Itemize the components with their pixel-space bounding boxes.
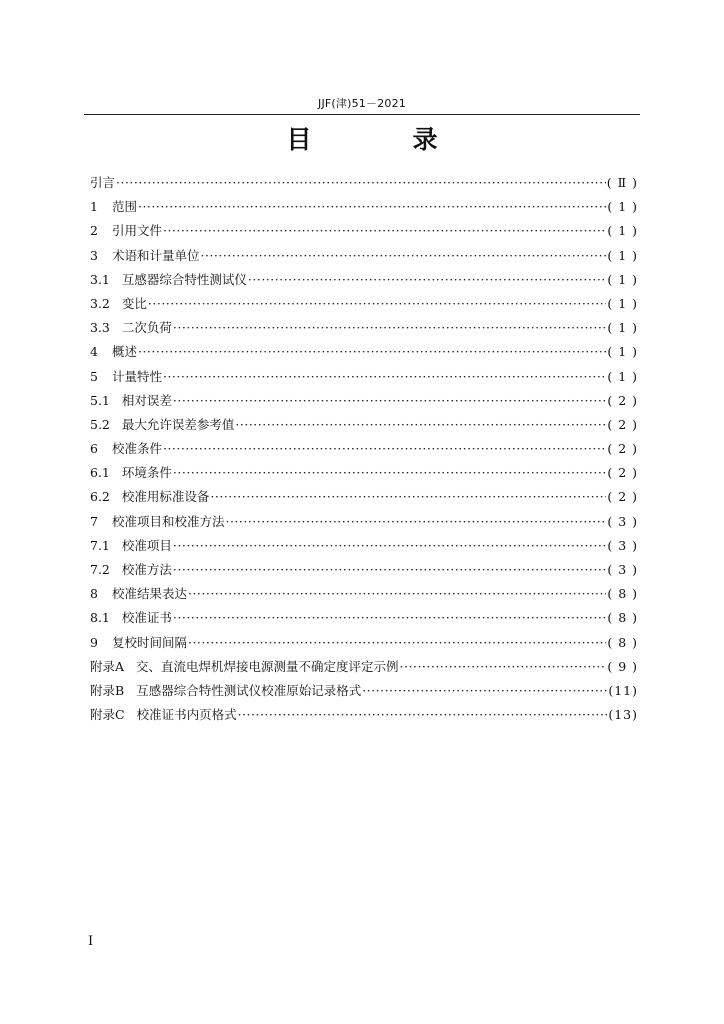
toc-entry-title: 互感器综合特性测试仪校准原始记录格式 xyxy=(136,682,362,698)
toc-entry-label xyxy=(90,510,224,534)
toc-entry[interactable] xyxy=(90,679,638,703)
toc-entry-label xyxy=(90,195,137,219)
toc-entry-page: ( 8 ) xyxy=(607,586,638,602)
toc-entry-title: 相对误差 xyxy=(121,392,172,408)
toc-entry[interactable] xyxy=(90,340,638,364)
toc-entry[interactable] xyxy=(90,558,638,582)
toc-entry-label xyxy=(90,606,172,630)
toc-entry-number: 6.2 xyxy=(90,489,110,505)
toc-entry-number: 5.1 xyxy=(90,392,110,408)
toc-entry-page: (13) xyxy=(608,707,638,723)
toc-entry-number: 附录A xyxy=(90,658,125,674)
toc-entry-number: 附录B xyxy=(90,682,125,698)
toc-entry-title: 变比 xyxy=(121,295,147,311)
toc-leader-dots xyxy=(248,268,606,292)
toc-entry-page: ( 1 ) xyxy=(607,223,638,239)
toc-entry[interactable] xyxy=(90,534,638,558)
toc-entry-number: 3.2 xyxy=(90,295,110,311)
toc-entry[interactable] xyxy=(90,292,638,316)
toc-entry-page: ( 2 ) xyxy=(607,392,638,408)
toc-leader-dots xyxy=(116,171,606,195)
toc-entry[interactable] xyxy=(90,244,638,268)
toc-leader-dots xyxy=(148,292,606,316)
toc-entry-number: 7 xyxy=(90,513,98,529)
toc-entry-label xyxy=(90,679,361,703)
toc-entry[interactable] xyxy=(90,485,638,509)
toc-entry[interactable] xyxy=(90,316,638,340)
toc-leader-dots xyxy=(173,558,606,582)
document-code: JJF(津)51－2021 xyxy=(318,97,406,110)
toc-entry[interactable] xyxy=(90,389,638,413)
toc-entry-label xyxy=(90,316,172,340)
toc-leader-dots xyxy=(173,316,606,340)
toc-entry-page: ( 8 ) xyxy=(607,610,638,626)
toc-leader-dots xyxy=(163,437,606,461)
toc-entry[interactable] xyxy=(90,268,638,292)
table-of-contents xyxy=(90,171,638,727)
toc-entry-title: 校准方法 xyxy=(121,562,172,577)
toc-entry[interactable] xyxy=(90,219,638,243)
toc-leader-dots xyxy=(200,244,606,268)
toc-leader-dots xyxy=(173,389,606,413)
toc-entry-label xyxy=(90,389,172,413)
toc-entry-title: 校准条件 xyxy=(111,441,162,457)
toc-entry-title: 二次负荷 xyxy=(121,320,172,336)
toc-entry-title: 校准结果表达 xyxy=(111,586,187,602)
toc-entry-label xyxy=(90,268,247,292)
toc-entry-label xyxy=(90,171,115,195)
toc-entry-number: 3.1 xyxy=(90,271,110,287)
toc-entry[interactable] xyxy=(90,437,638,461)
toc-entry-label xyxy=(90,437,162,461)
toc-entry-page: ( 1 ) xyxy=(607,295,638,311)
toc-entry-title: 引言 xyxy=(90,175,116,190)
toc-leader-dots xyxy=(138,340,606,364)
toc-leader-dots xyxy=(400,655,607,679)
toc-entry-label xyxy=(90,558,172,582)
toc-leader-dots xyxy=(188,582,606,606)
toc-entry-page: ( 9 ) xyxy=(607,658,638,674)
toc-entry-title: 交、直流电焊机焊接电源测量不确定度评定示例 xyxy=(136,658,399,674)
toc-entry[interactable] xyxy=(90,461,638,485)
toc-entry-title: 校准项目和校准方法 xyxy=(111,513,225,529)
toc-entry-title: 环境条件 xyxy=(121,465,172,481)
toc-entry-title: 概述 xyxy=(111,344,137,360)
toc-entry-title: 校准证书内页格式 xyxy=(136,707,237,723)
toc-entry-page: ( Ⅱ ) xyxy=(606,175,638,190)
toc-entry-page: ( 2 ) xyxy=(607,489,638,505)
toc-entry-number: 5 xyxy=(90,368,98,384)
toc-entry[interactable] xyxy=(90,195,638,219)
toc-entry-page: ( 3 ) xyxy=(607,537,638,553)
toc-entry-page: (11) xyxy=(608,682,638,698)
toc-entry-label xyxy=(90,292,147,316)
toc-entry-page: ( 3 ) xyxy=(607,513,638,529)
toc-entry-page: ( 3 ) xyxy=(607,562,638,577)
toc-entry-title: 校准项目 xyxy=(121,537,172,553)
toc-entry[interactable] xyxy=(90,413,638,437)
toc-leader-dots xyxy=(138,195,606,219)
toc-entry-number: 7.1 xyxy=(90,537,110,553)
toc-entry[interactable] xyxy=(90,510,638,534)
toc-entry-title: 校准用标准设备 xyxy=(121,489,210,505)
toc-entry-page: ( 1 ) xyxy=(607,344,638,360)
toc-leader-dots xyxy=(210,485,606,509)
toc-entry-number: 附录C xyxy=(90,707,125,723)
toc-entry[interactable] xyxy=(90,655,638,679)
toc-leader-dots xyxy=(238,703,608,727)
toc-entry-number: 1 xyxy=(90,199,98,215)
toc-entry-number: 6.1 xyxy=(90,465,110,481)
toc-entry-number: 9 xyxy=(90,634,98,650)
toc-entry-page: ( 8 ) xyxy=(607,634,638,650)
toc-entry-page: ( 1 ) xyxy=(607,368,638,384)
toc-entry-label xyxy=(90,703,237,727)
header-divider xyxy=(84,114,640,115)
toc-entry-title: 计量特性 xyxy=(111,368,162,384)
toc-entry-label xyxy=(90,219,162,243)
toc-leader-dots xyxy=(225,510,606,534)
toc-entry-page: ( 1 ) xyxy=(607,320,638,336)
toc-entry-label xyxy=(90,244,199,268)
toc-entry-title: 复校时间间隔 xyxy=(111,634,187,650)
toc-entry-page: ( 1 ) xyxy=(607,271,638,287)
toc-entry-label xyxy=(90,655,399,679)
toc-entry-label xyxy=(90,365,162,389)
toc-entry-number: 4 xyxy=(90,344,98,360)
toc-leader-dots xyxy=(188,631,606,655)
toc-leader-dots xyxy=(173,534,606,558)
toc-entry-number: 6 xyxy=(90,441,98,457)
toc-entry-page: ( 2 ) xyxy=(607,416,638,432)
toc-entry-number: 5.2 xyxy=(90,416,110,432)
toc-entry-title: 术语和计量单位 xyxy=(111,247,200,263)
toc-entry-title: 引用文件 xyxy=(111,223,162,239)
toc-leader-dots xyxy=(173,461,606,485)
toc-leader-dots xyxy=(173,606,606,630)
toc-entry-label xyxy=(90,534,172,558)
toc-entry-label xyxy=(90,582,187,606)
toc-entry-number: 8 xyxy=(90,586,98,602)
toc-entry[interactable] xyxy=(90,606,638,630)
toc-leader-dots xyxy=(235,413,606,437)
toc-entry-title: 最大允许误差参考值 xyxy=(121,416,235,432)
toc-entry-number: 3 xyxy=(90,247,98,263)
toc-entry-number: 2 xyxy=(90,223,98,239)
toc-entry-label xyxy=(90,413,234,437)
toc-entry[interactable] xyxy=(90,365,638,389)
page-title: 目 录 xyxy=(286,125,476,154)
toc-entry-number: 3.3 xyxy=(90,320,110,336)
toc-entry-page: ( 2 ) xyxy=(607,465,638,481)
toc-entry-label xyxy=(90,461,172,485)
toc-entry-label xyxy=(90,340,137,364)
toc-entry-title: 校准证书 xyxy=(121,610,172,626)
toc-entry-page: ( 1 ) xyxy=(607,247,638,263)
page-number: Ⅰ xyxy=(88,934,94,949)
toc-entry[interactable] xyxy=(90,703,638,727)
toc-leader-dots xyxy=(163,219,606,243)
toc-entry-label xyxy=(90,485,209,509)
toc-entry-number: 7.2 xyxy=(90,562,110,577)
toc-entry[interactable] xyxy=(90,582,638,606)
toc-entry-label xyxy=(90,631,187,655)
toc-leader-dots xyxy=(163,365,606,389)
toc-leader-dots xyxy=(362,679,607,703)
toc-entry-page: ( 1 ) xyxy=(607,199,638,215)
toc-entry-number: 8.1 xyxy=(90,610,110,626)
toc-entry-title: 范围 xyxy=(111,199,137,215)
toc-entry-title: 互感器综合特性测试仪 xyxy=(121,271,247,287)
toc-entry-page: ( 2 ) xyxy=(607,441,638,457)
toc-entry[interactable] xyxy=(90,171,638,195)
toc-entry[interactable] xyxy=(90,631,638,655)
